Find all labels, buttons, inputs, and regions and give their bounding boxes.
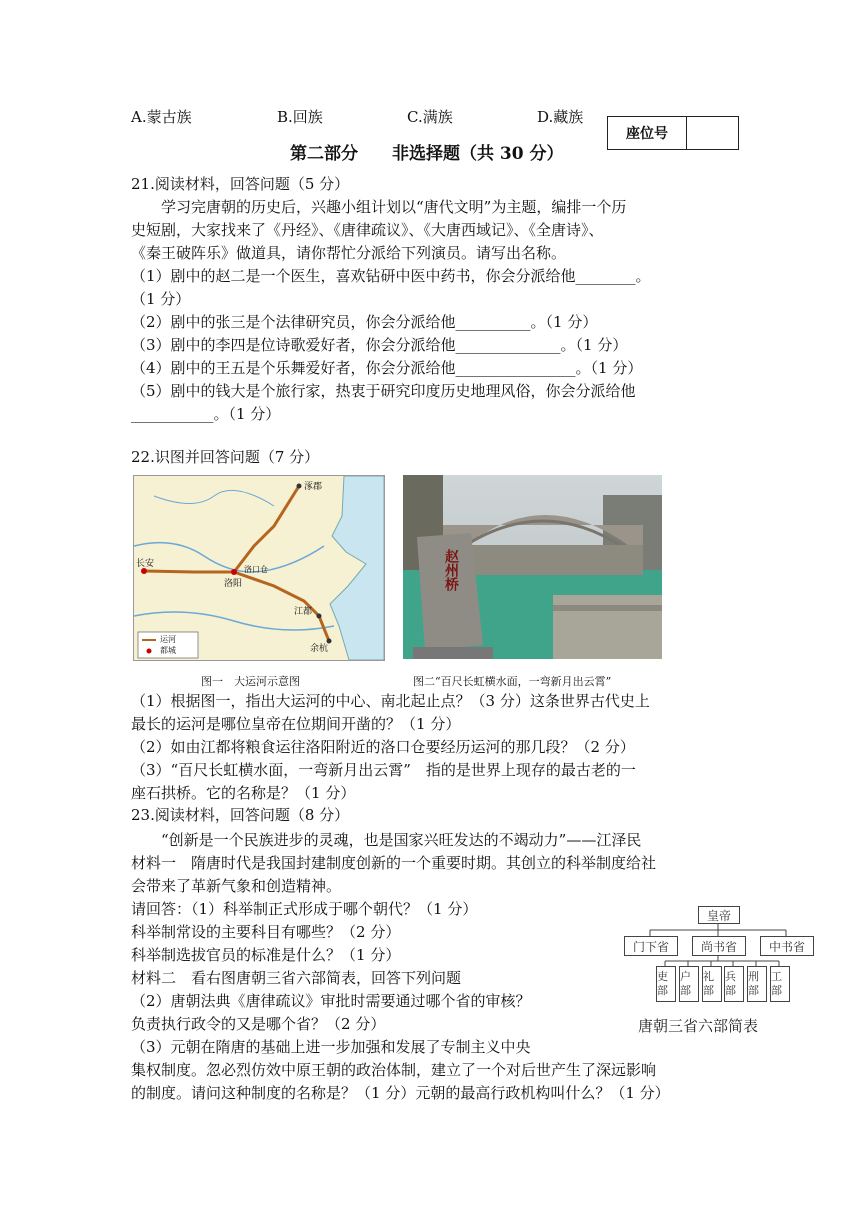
org-dept-hu: 户部 [679, 966, 699, 1002]
q22-line: （2）如由江都将粮食运往洛阳附近的洛口仓要经历运河的那几段？（2 分） [131, 738, 635, 756]
q21-line: （1 分） [131, 290, 191, 308]
map-label-zhuojun: 涿郡 [304, 482, 323, 492]
org-emperor: 皇帝 [698, 906, 740, 924]
map-label-jiangdu: 江都 [294, 607, 313, 617]
map-label-yuhang: 余杭 [310, 644, 329, 654]
org-dept-li-rites: 礼部 [702, 966, 722, 1002]
q23-line: （2）唐朝法典《唐律疏议》审批时需要通过哪个省的审核？ [131, 992, 531, 1010]
q21-line: 学习完唐朝的历史后，兴趣小组计划以“唐代文明”为主题，编排一个历 [131, 198, 627, 216]
q21-line: ___________。（1 分） [131, 405, 281, 423]
section-title: 第二部分 非选择题（共 30 分） [290, 144, 564, 164]
three-provinces-six-ministries-chart [620, 904, 816, 1040]
q23-line: 材料一 隋唐时代是我国封建制度创新的一个重要时期。其创立的科举制度给社 [131, 854, 657, 872]
q23-line: 科举制常设的主要科目有哪些？（2 分） [131, 923, 401, 941]
q21-line: （1）剧中的赵二是一个医生，喜欢钻研中医中药书，你会分派给他________。 [131, 267, 651, 285]
map-label-luokoucang: 洛口仓 [244, 565, 268, 574]
option-a: A.蒙古族 [131, 108, 192, 126]
q23-line: 负责执行政令的又是哪个省？（2 分） [131, 1015, 386, 1033]
q22-line: 座石拱桥。它的名称是？（1 分） [131, 784, 356, 802]
option-b: B.回族 [277, 108, 323, 126]
stele-text: 赵州桥 [443, 549, 459, 591]
q23-line: 会带来了革新气象和创造精神。 [131, 877, 342, 895]
option-d: D.藏族 [537, 108, 584, 126]
figure-2-caption: 图二“百尺长虹横水面，一弯新月出云霄” [413, 675, 612, 688]
seat-value [687, 117, 738, 149]
q22-title: 22.识图并回答问题（7 分） [131, 448, 320, 466]
figure-1-caption: 图一 大运河示意图 [201, 675, 300, 688]
q22-line: （3）“百尺长虹横水面，一弯新月出云霄” 指的是世界上现存的最古老的一 [131, 761, 636, 779]
seat-number-box [607, 116, 739, 150]
q23-line: 科举制选拔官员的标准是什么？（1 分） [131, 946, 401, 964]
option-c: C.满族 [407, 108, 453, 126]
q21-line: 《秦王破阵乐》做道具，请你帮忙分派给下列演员。请写出名称。 [131, 244, 567, 262]
org-province-shangshu: 尚书省 [692, 936, 746, 956]
q23-line: 材料二 看右图唐朝三省六部简表，回答下列问题 [131, 969, 462, 987]
grand-canal-map [133, 475, 385, 661]
seat-label: 座位号 [608, 117, 687, 149]
map-label-changan: 长安 [136, 559, 155, 569]
q22-line: （1）根据图一，指出大运河的中心、南北起止点？（3 分）这条世界古代史上 [131, 692, 650, 710]
q23-line: “创新是一个民族进步的灵魂，也是国家兴旺发达的不竭动力”——江泽民 [131, 831, 642, 849]
org-dept-li: 吏部 [656, 966, 676, 1002]
q23-line: 请回答：（1）科举制正式形成于哪个朝代？（1 分） [131, 900, 478, 918]
zhaozhou-bridge-photo [403, 475, 662, 659]
map-legend-canal: 运河 [160, 635, 176, 644]
q21-line: （4）剧中的王五是个乐舞爱好者，你会分派给他________________。（1 分） [131, 359, 643, 377]
org-dept-xing: 刑部 [747, 966, 767, 1002]
q23-line: （3）元朝在隋唐的基础上进一步加强和发展了专制主义中央 [131, 1038, 531, 1056]
q21-line: （3）剧中的李四是位诗歌爱好者，你会分派给他______________。（1 分） [131, 336, 628, 354]
org-chart-title: 唐朝三省六部简表 [638, 1017, 759, 1035]
q21-line: 21.阅读材料，回答问题（5 分） [131, 175, 350, 193]
org-province-menxia: 门下省 [624, 936, 678, 956]
q23-line: 集权制度。忽必烈仿效中原王朝的政治体制，建立了一个对后世产生了深远影响 [131, 1061, 657, 1079]
org-province-zhongshu: 中书省 [760, 936, 814, 956]
q21-line: 史短剧，大家找来了《丹经》、《唐律疏议》、《大唐西域记》、《全唐诗》、 [131, 221, 604, 239]
map-label-luoyang: 洛阳 [224, 579, 243, 589]
q23-line: 的制度。请问这种制度的名称是？（1 分）元朝的最高行政机构叫什么？（1 分） [131, 1084, 670, 1102]
q22-line: 最长的运河是哪位皇帝在位期间开凿的？（1 分） [131, 715, 461, 733]
map-legend-capital: 都城 [160, 646, 176, 655]
q21-line: （5）剧中的钱大是个旅行家，热衷于研究印度历史地理风俗，你会分派给他 [131, 382, 636, 400]
q23-line: 23.阅读材料，回答问题（8 分） [131, 806, 350, 824]
q21-line: （2）剧中的张三是个法律研究员，你会分派给他__________。（1 分） [131, 313, 598, 331]
org-dept-gong: 工部 [770, 966, 790, 1002]
org-dept-bing: 兵部 [724, 966, 744, 1002]
